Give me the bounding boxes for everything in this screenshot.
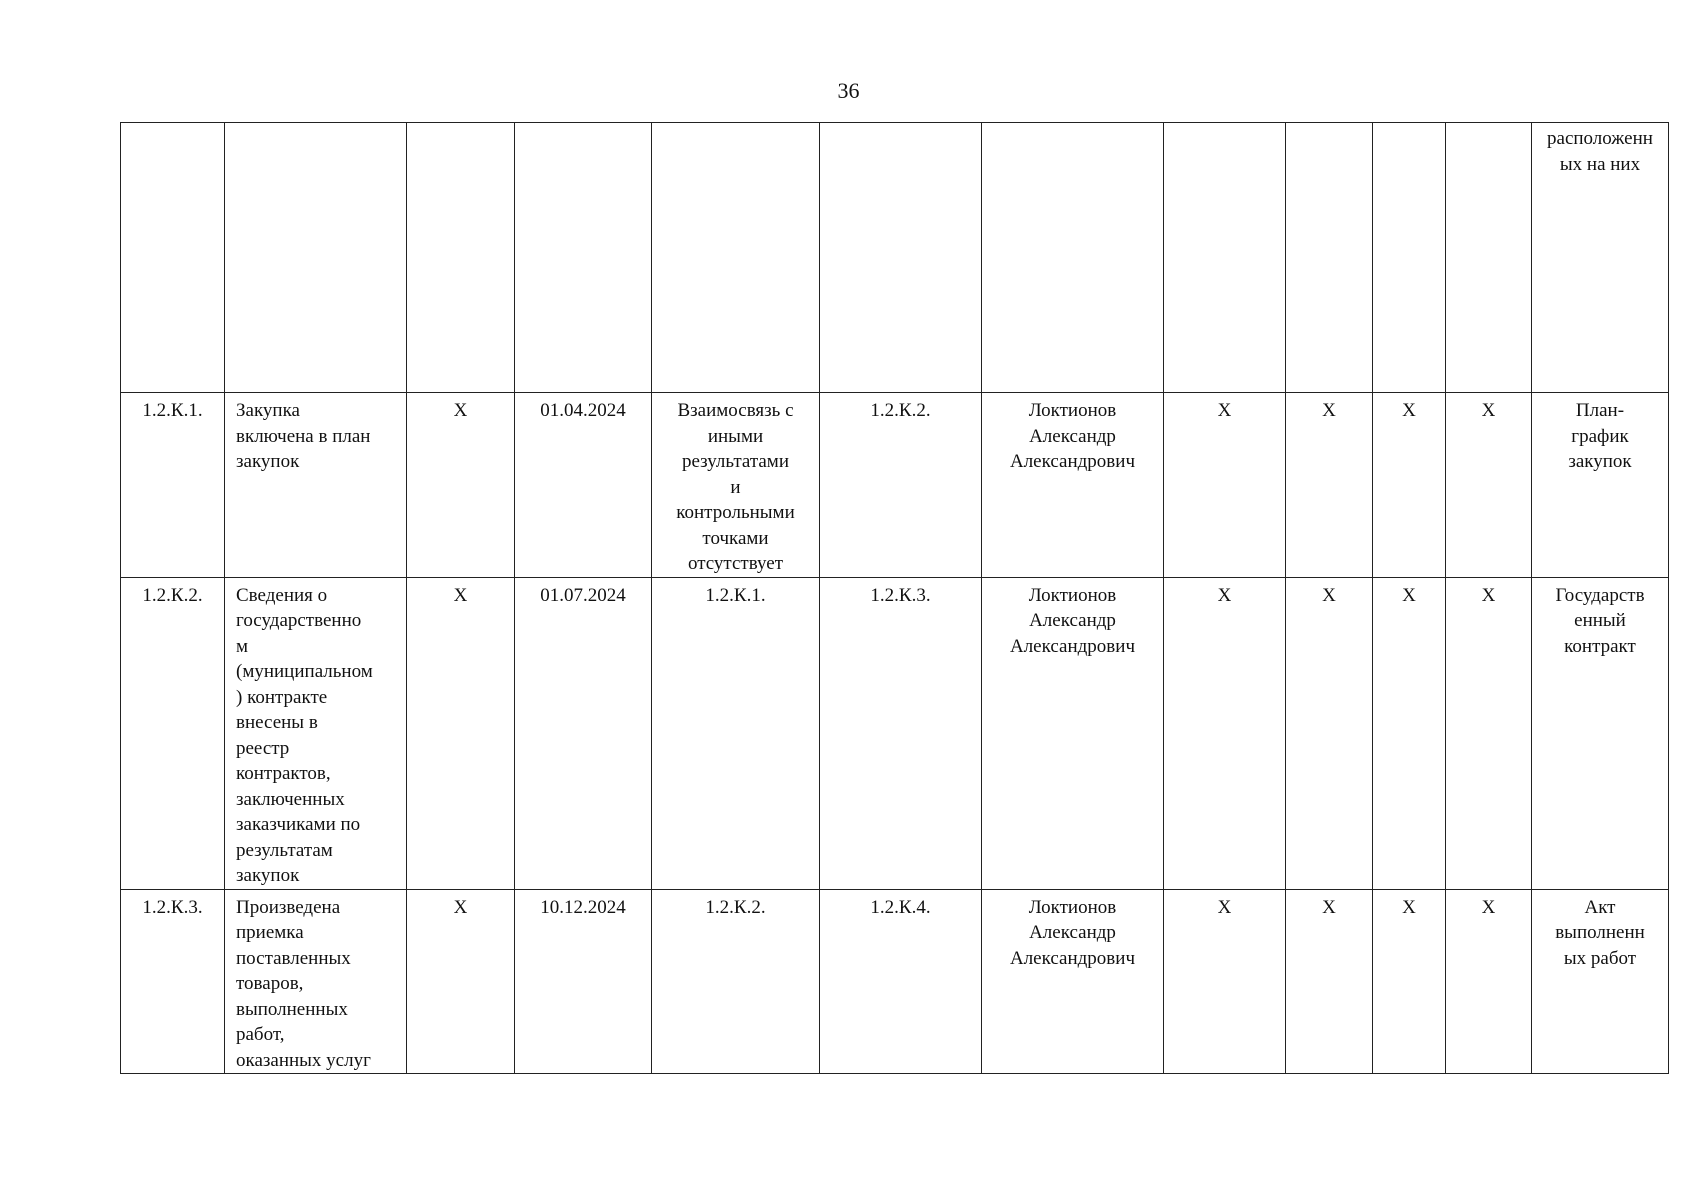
table-cell — [1446, 123, 1532, 393]
col11-text: Х — [1481, 896, 1496, 918]
document-text: Государств енный контракт — [1555, 584, 1645, 657]
responsible-text: Локтионов Александр Александрович — [1009, 584, 1136, 657]
code-text: 1.2.К.1. — [142, 400, 203, 421]
cell-col9 — [1286, 889, 1373, 1074]
col3-text: Х — [453, 896, 468, 918]
cell-col3 — [407, 577, 515, 889]
cell-successor — [820, 889, 982, 1074]
successor-text: 1.2.К.3. — [870, 584, 931, 606]
cell-description — [225, 577, 407, 889]
document-text: Акт выполненн ых работ — [1555, 896, 1645, 969]
cell-document — [1532, 577, 1669, 889]
col11-text: Х — [1481, 584, 1496, 606]
col3-text: Х — [453, 584, 468, 606]
responsible-text: Локтионов Александр Александрович — [1009, 400, 1136, 472]
document-text: План- график закупок — [1568, 400, 1632, 472]
description-text: Произведена приемка поставленных товаров, выполненных работ, оказанных услуг — [236, 896, 371, 1071]
predecessor-text: 1.2.К.1. — [705, 584, 766, 606]
cell-date — [515, 889, 652, 1074]
code-text: 1.2.К.2. — [142, 584, 203, 606]
date-text: 01.04.2024 — [540, 400, 626, 421]
cell-code — [121, 577, 225, 889]
col10-text: Х — [1402, 400, 1416, 421]
table-cell — [1164, 123, 1286, 393]
predecessor-text: Взаимосвязь с иными результатами и контрольными точками отсутствует — [676, 400, 795, 574]
table-cell — [820, 123, 982, 393]
col3-text: Х — [453, 400, 468, 421]
cell-col8 — [1164, 393, 1286, 578]
table-row — [121, 889, 1669, 1074]
col9-text: Х — [1322, 584, 1336, 606]
cell-responsible — [982, 889, 1164, 1074]
col9-text: Х — [1322, 400, 1336, 421]
cell-date — [515, 577, 652, 889]
responsible-text: Локтионов Александр Александрович — [1009, 896, 1136, 969]
cell-successor — [820, 393, 982, 578]
cell-col11 — [1446, 889, 1532, 1074]
code-text: 1.2.К.3. — [142, 896, 203, 918]
col10-text: Х — [1402, 896, 1416, 918]
cell-col9 — [1286, 393, 1373, 578]
cell-predecessor — [652, 393, 820, 578]
cell-col10 — [1373, 889, 1446, 1074]
table-cell — [225, 123, 407, 393]
cell-col8 — [1164, 889, 1286, 1074]
table-row-header-continuation — [121, 123, 1669, 393]
date-text: 01.07.2024 — [540, 584, 626, 606]
col8-text: Х — [1217, 400, 1232, 421]
table-cell — [982, 123, 1164, 393]
cell-col10 — [1373, 393, 1446, 578]
cell-document — [1532, 889, 1669, 1074]
table-cell — [652, 123, 820, 393]
table-header-cell-documents — [1532, 123, 1669, 393]
date-text: 10.12.2024 — [540, 896, 626, 918]
table-cell — [1373, 123, 1446, 393]
table-cell — [121, 123, 225, 393]
col8-text: Х — [1217, 896, 1232, 918]
col8-text: Х — [1217, 584, 1232, 606]
cell-col3 — [407, 393, 515, 578]
col11-text: Х — [1481, 400, 1496, 421]
header-last-column-text: расположенн ых на них — [1547, 128, 1653, 175]
cell-description — [225, 393, 407, 578]
cell-col11 — [1446, 577, 1532, 889]
predecessor-text: 1.2.К.2. — [705, 896, 766, 918]
table-cell — [1286, 123, 1373, 393]
cell-code — [121, 393, 225, 578]
cell-responsible — [982, 393, 1164, 578]
cell-predecessor — [652, 889, 820, 1074]
table-cell — [407, 123, 515, 393]
cell-col9 — [1286, 577, 1373, 889]
description-text: Закупка включена в план закупок — [236, 400, 371, 472]
page-number: 36 — [837, 78, 860, 103]
cell-description — [225, 889, 407, 1074]
cell-date — [515, 393, 652, 578]
cell-responsible — [982, 577, 1164, 889]
cell-code — [121, 889, 225, 1074]
table-row — [121, 577, 1669, 889]
control-points-table — [120, 122, 1669, 1074]
cell-predecessor — [652, 577, 820, 889]
cell-col10 — [1373, 577, 1446, 889]
table-row — [121, 393, 1669, 578]
cell-col3 — [407, 889, 515, 1074]
cell-document — [1532, 393, 1669, 578]
table-cell — [515, 123, 652, 393]
cell-successor — [820, 577, 982, 889]
col10-text: Х — [1402, 584, 1416, 606]
successor-text: 1.2.К.4. — [870, 896, 931, 918]
cell-col8 — [1164, 577, 1286, 889]
successor-text: 1.2.К.2. — [870, 400, 931, 421]
description-text: Сведения о государственно м (муниципальном ) контракте внесены в реестр контрактов, заключенных заказчиками по результатам закупок — [236, 584, 373, 886]
cell-col11 — [1446, 393, 1532, 578]
col9-text: Х — [1322, 896, 1336, 918]
